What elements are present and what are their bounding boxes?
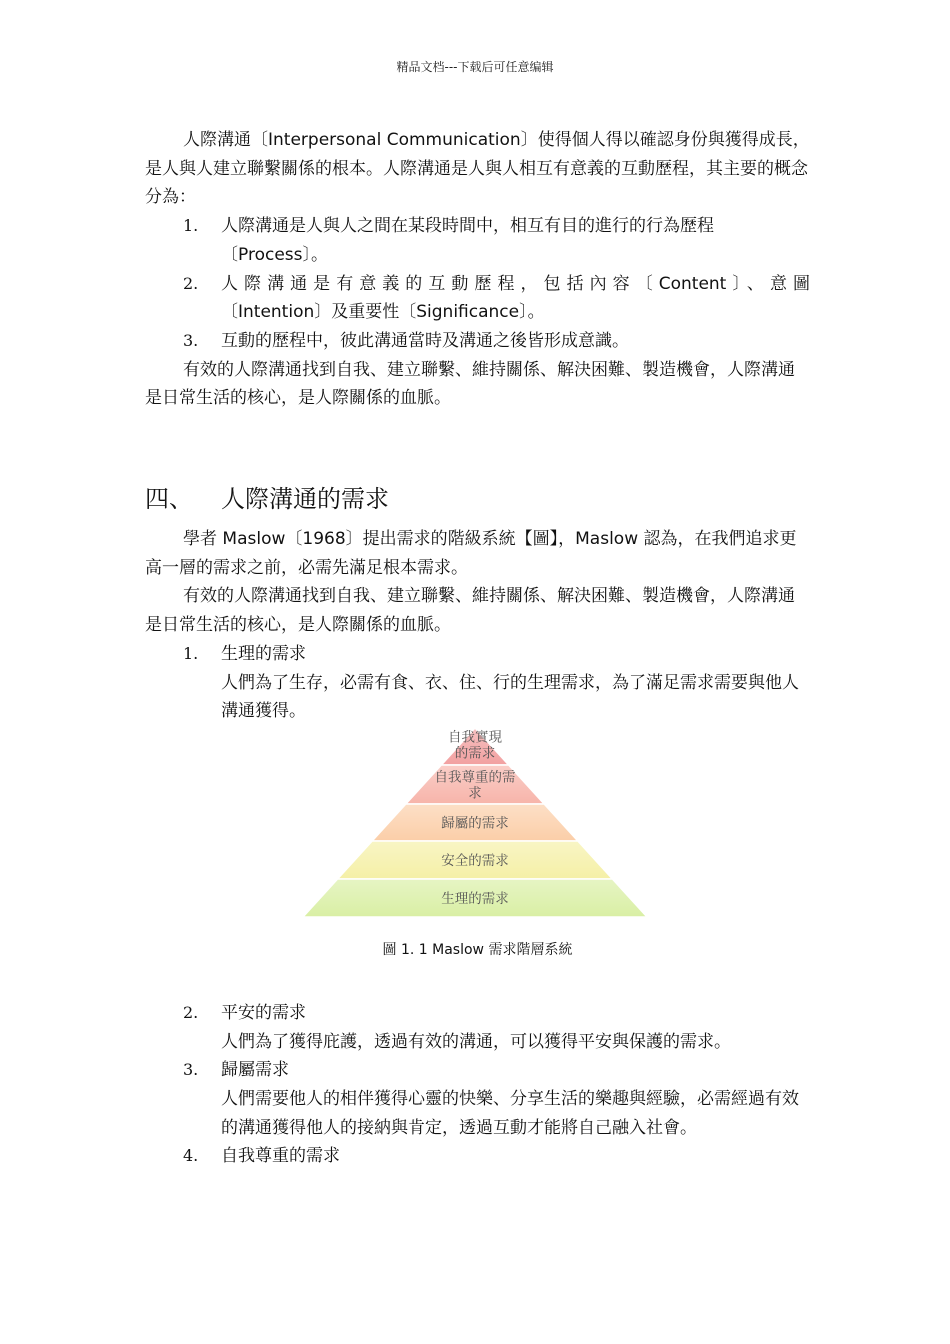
- list-text-line: 〔Process〕。: [221, 244, 328, 265]
- list-number: 3.: [183, 1060, 199, 1080]
- list-item: [145, 640, 810, 669]
- list-text: [221, 270, 810, 327]
- maslow-pyramid-figure: [145, 724, 810, 999]
- list-body: 人們為了獲得庇護，透過有效的溝通，可以獲得平安與保護的需求。: [221, 1031, 731, 1052]
- intro-paragraph: 人際溝通〔Interpersonal Communication〕使得個人得以確認身份與獲得成長，是人與人建立聯繫關係的根本。人際溝通是人與人相互有意義的互動歷程，其主要的概念分為：: [145, 130, 810, 208]
- section-title: 人際溝通的需求: [221, 485, 389, 514]
- pyramid-label: 自我尊重的需: [434, 769, 516, 786]
- maslow-pyramid: [145, 724, 810, 924]
- pyramid-label: 自我實現: [448, 729, 502, 746]
- list-number: 1.: [183, 216, 199, 236]
- list-title: 生理的需求: [221, 643, 306, 664]
- section-paragraph: 有效的人際溝通找到自我、建立聯繫、維持關係、解決困難、製造機會，人際溝通是日常生活的核心，是人際關係的血脈。: [145, 586, 795, 636]
- section-number: 四、: [145, 485, 193, 514]
- list-text: [221, 212, 810, 269]
- pyramid-label: 的需求: [454, 745, 496, 762]
- pyramid-label: 安全的需求: [441, 852, 509, 869]
- list-number: 2.: [183, 273, 199, 293]
- list-number: 4.: [183, 1146, 199, 1166]
- list-number: 1.: [183, 643, 199, 663]
- list-text-line: 人際溝通是有意義的互動歷程，包括內容〔Content〕、意圖: [221, 273, 810, 294]
- pyramid-label: 歸屬的需求: [441, 815, 509, 832]
- document-body: [145, 126, 810, 1171]
- list-text: 互動的歷程中，彼此溝通當時及溝通之後皆形成意識。: [221, 330, 629, 351]
- list-item: [145, 999, 810, 1028]
- list-item: [145, 212, 810, 269]
- section-heading: [145, 483, 810, 515]
- list-title: 歸屬需求: [221, 1060, 289, 1081]
- intro-closing-paragraph: 有效的人際溝通找到自我、建立聯繫、維持關係、解決困難、製造機會，人際溝通是日常生活的核心，是人際關係的血脈。: [145, 359, 795, 409]
- list-item: [145, 1142, 810, 1171]
- list-number: 3.: [183, 330, 199, 350]
- list-text-line: 〔Intention〕及重要性〔Significance〕。: [221, 302, 545, 323]
- page-header: 精品文档---下载后可任意编辑: [396, 60, 554, 74]
- list-body: 人們為了生存，必需有食、衣、住、行的生理需求，為了滿足需求需要與他人溝通獲得。: [221, 672, 799, 722]
- list-text-line: 人際溝通是人與人之間在某段時間中，相互有目的進行的行為歷程: [221, 216, 714, 237]
- list-item: [145, 327, 810, 356]
- list-title: 平安的需求: [221, 1002, 306, 1023]
- figure-caption: 圖 1. 1 Maslow 需求階層系統: [382, 941, 573, 958]
- pyramid-label: 求: [468, 785, 482, 802]
- section-paragraph: 學者 Maslow〔1968〕提出需求的階級系統【圖】，Maslow 認為，在我們追求更高一層的需求之前，必需先滿足根本需求。: [145, 529, 797, 578]
- pyramid-label: 生理的需求: [441, 890, 509, 907]
- list-body: 人們需要他人的相伴獲得心靈的快樂、分享生活的樂趣與經驗，必需經過有效的溝通獲得他人的接納與肯定，透過互動才能將自己融入社會。: [221, 1089, 799, 1138]
- list-item: [145, 270, 810, 327]
- list-item: [145, 1056, 810, 1085]
- list-number: 2.: [183, 1002, 199, 1022]
- list-title: 自我尊重的需求: [221, 1146, 340, 1167]
